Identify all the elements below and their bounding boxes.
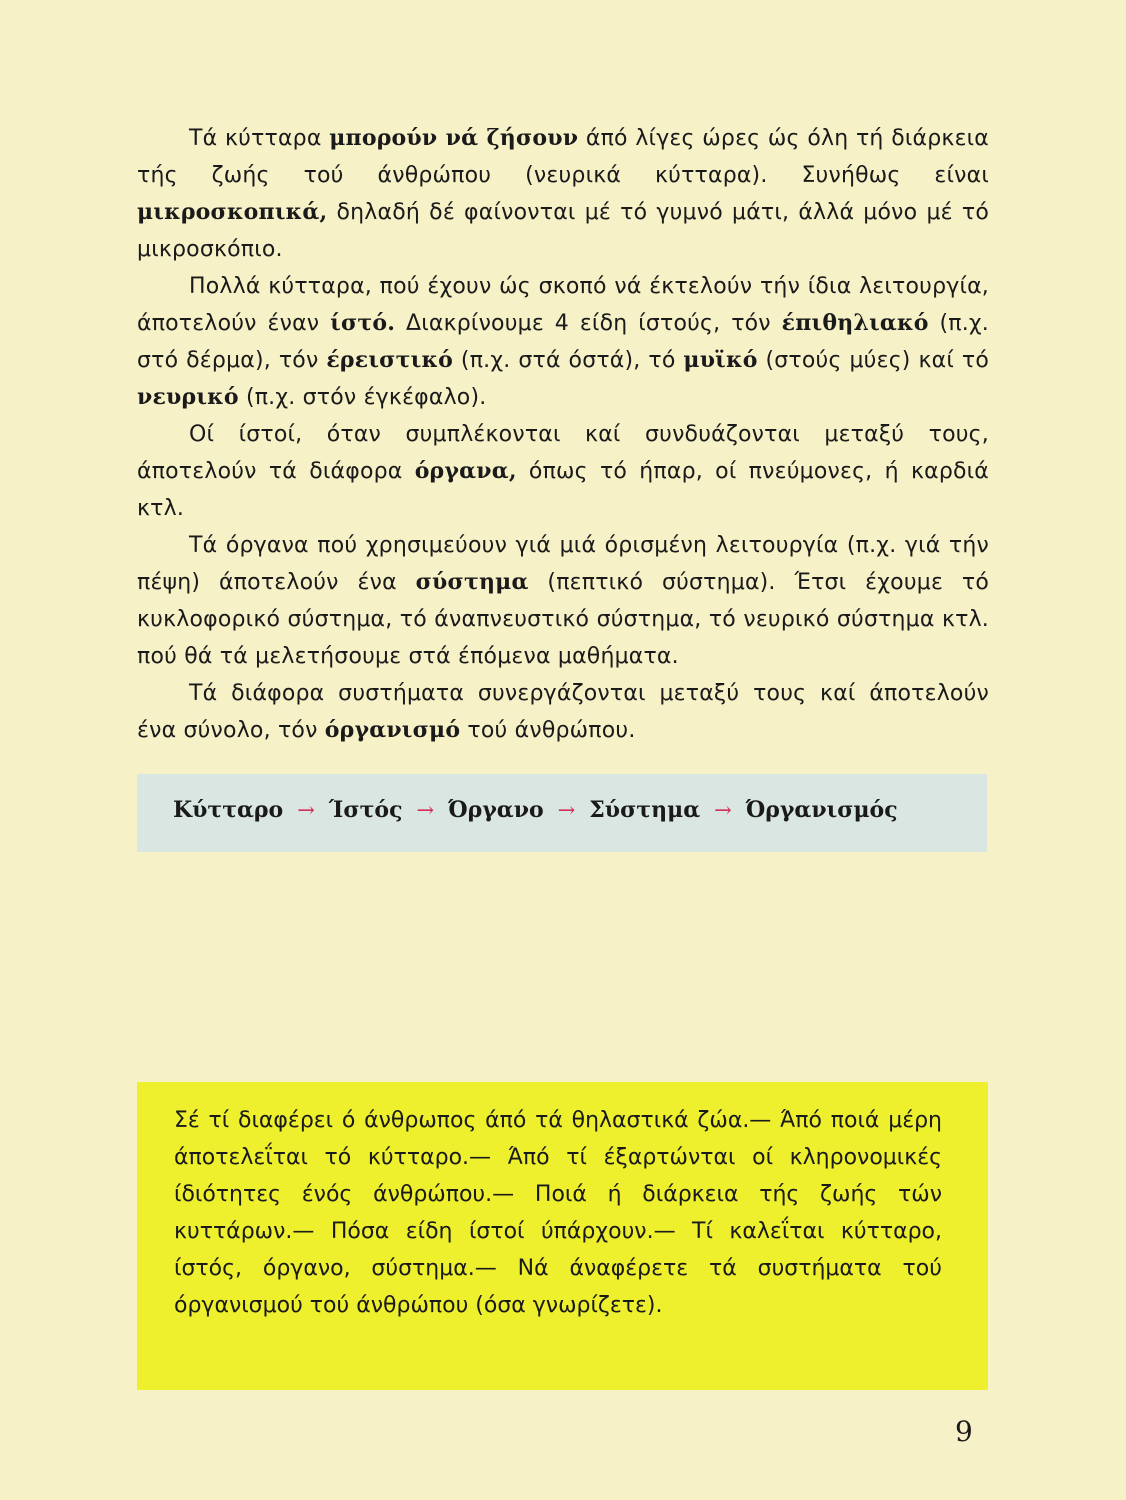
arrow-right-icon: → bbox=[557, 798, 576, 822]
bold-term: έπιθηλιακό bbox=[781, 310, 929, 336]
text-run: (π.χ. στό δέρμα), τόν bbox=[137, 311, 989, 373]
hierarchy-step: Ίστός bbox=[328, 797, 403, 823]
hierarchy-step: Όργανισμός bbox=[745, 797, 898, 823]
hierarchy-flow bbox=[173, 792, 898, 828]
arrow-right-icon: → bbox=[297, 798, 315, 822]
bold-term: σύστημα bbox=[415, 569, 529, 595]
text-run: (π.χ. στόν έγκέφαλο). bbox=[238, 385, 487, 410]
paragraph bbox=[137, 527, 989, 675]
text-run: Τά κύτταρα bbox=[189, 126, 330, 151]
bold-term: έρειστικό bbox=[326, 347, 454, 373]
text-run: Διακρίνουμε 4 είδη ίστούς, τόν bbox=[395, 311, 782, 336]
text-run: άπό λίγες ώρες ώς όλη τή διάρκεια τής ζωής τού άνθρώπου (νευρικά κύτταρα). Συνήθως είναι bbox=[137, 126, 990, 188]
arrow-right-icon: → bbox=[416, 798, 435, 822]
text-run: Τά όργανα πού χρησιμεύουν γιά μιά όρισμένη λειτουργία (π.χ. γιά τήν πέψη) άποτελούν ένα bbox=[137, 533, 989, 595]
page-number: 9 bbox=[955, 1415, 973, 1448]
paragraph bbox=[137, 268, 989, 416]
bold-term: ίστό. bbox=[330, 310, 396, 336]
hierarchy-step: Όργανο bbox=[448, 797, 544, 823]
bold-term: όργανα, bbox=[414, 458, 517, 484]
bold-term: μικροσκοπικά, bbox=[137, 199, 328, 225]
text-run: (πεπτικό σύστημα). Έτσι έχουμε τό κυκλοφορικό σύστημα, τό άναπνευστικό σύστημα, τό νευρικό σύστημα κτλ. πού θά τά μελετήσουμε στά έπόμενα μαθήματα. bbox=[137, 570, 989, 669]
text-run: Τά διάφορα συστήματα συνεργάζονται μεταξύ τους καί άποτελούν ένα σύνολο, τόν bbox=[137, 681, 989, 743]
text-run: τού άνθρώπου. bbox=[460, 718, 636, 743]
bold-term: όργανισμό bbox=[324, 717, 461, 743]
hierarchy-step: Σύστημα bbox=[589, 797, 701, 823]
bold-term: μπορούν νά ζήσουν bbox=[329, 125, 579, 151]
text-run: Πολλά κύτταρα, πού έχουν ώς σκοπό νά έκτελούν τήν ίδια λειτουργία, άποτελούν έναν bbox=[137, 274, 989, 336]
body-text bbox=[137, 120, 989, 749]
text-run: Οί ίστοί, όταν συμπλέκονται καί συνδυάζονται μεταξύ τους, άποτελούν τά διάφορα bbox=[137, 422, 989, 484]
paragraph bbox=[137, 120, 989, 268]
hierarchy-step: Κύτταρο bbox=[173, 797, 284, 823]
review-questions: Σέ τί διαφέρει ό άνθρωπος άπό τά θηλαστικά ζώα.— Άπό ποιά μέρη άποτελεΐται τό κύτταρο.— Άπό τί έξαρτώνται οί κληρονομικές ίδιότητες ένός άνθρώπου.— Ποιά ή διάρκεια τής ζωής τών κυττάρων.— Πόσα είδη ίστοί ύπάρχουν.— Τί καλεΐται κύτταρο, ίστός, όργανο, σύστημα.— Νά άναφέρετε τά συστήματα τού όργανισμού τού άνθρώπου (όσα γνωρίζετε). bbox=[174, 1108, 942, 1318]
text-run: (στούς μύες) καί τό bbox=[757, 348, 990, 373]
paragraph bbox=[137, 675, 989, 749]
bold-term: νευρικό bbox=[137, 384, 239, 410]
arrow-right-icon: → bbox=[714, 798, 732, 822]
bold-term: μυϊκό bbox=[683, 347, 758, 373]
paragraph bbox=[137, 416, 989, 527]
text-run: (π.χ. στά όστά), τό bbox=[453, 348, 684, 373]
text-run: δηλαδή δέ φαίνονται μέ τό γυμνό μάτι, άλλά μόνο μέ τό μικροσκόπιο. bbox=[137, 200, 989, 262]
text-run: όπως τό ήπαρ, οί πνεύμονες, ή καρδιά κτλ. bbox=[137, 459, 989, 521]
